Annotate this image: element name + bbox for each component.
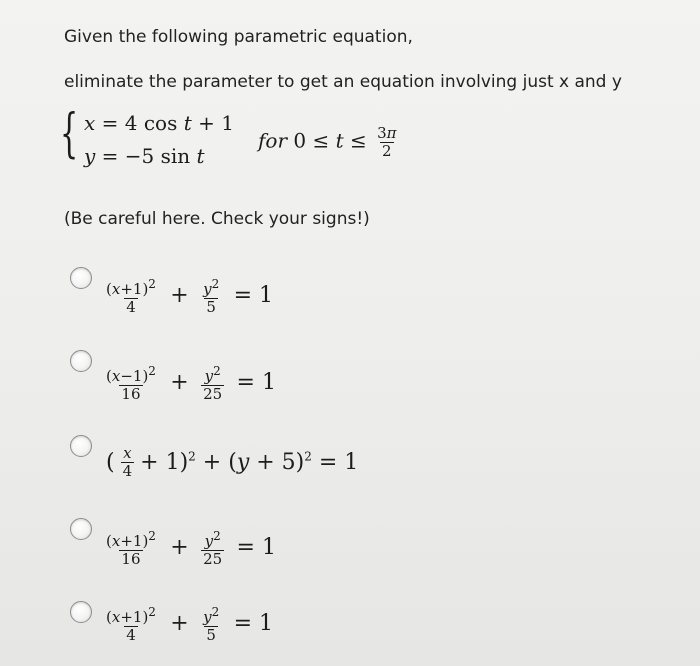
option-b-radio[interactable] — [70, 350, 92, 372]
option-e-radio[interactable] — [70, 601, 92, 623]
option-e-equation: $\frac{(x+1)^2}{4}$ + $\frac{y^2}{5}$ = 1 — [106, 605, 274, 644]
option-d-radio[interactable] — [70, 518, 92, 540]
system-brace: { — [60, 104, 79, 164]
warning-note: (Be careful here. Check your signs!) — [64, 209, 370, 229]
question-line2: eliminate the parameter to get an equation involving just x and y — [64, 72, 622, 92]
question-line1: Given the following parametric equation, — [64, 27, 413, 47]
option-d-equation: $\frac{(x+1)^2}{16}$ + $\frac{y^2}{25}$ = 1 — [106, 529, 276, 568]
equation-y: y = −5 sin t — [84, 144, 205, 168]
parameter-domain: for 0 ≤ t ≤ $\frac{3\pi}{2}$ — [258, 124, 397, 160]
option-c-equation: ( $\frac{x}{4}$ + $1)^2 + (y + 5)^2 = 1$ — [106, 444, 359, 480]
option-c-radio[interactable] — [70, 435, 92, 457]
equation-x: x = 4 cos t + 1 — [84, 111, 234, 135]
option-a-radio[interactable] — [70, 267, 92, 289]
option-b-equation: $\frac{(x-1)^2}{16}$ + $\frac{y^2}{25}$ = 1 — [106, 364, 276, 403]
option-a-equation: $\frac{(x+1)^2}{4}$ + $\frac{y^2}{5}$ = 1 — [106, 277, 274, 316]
